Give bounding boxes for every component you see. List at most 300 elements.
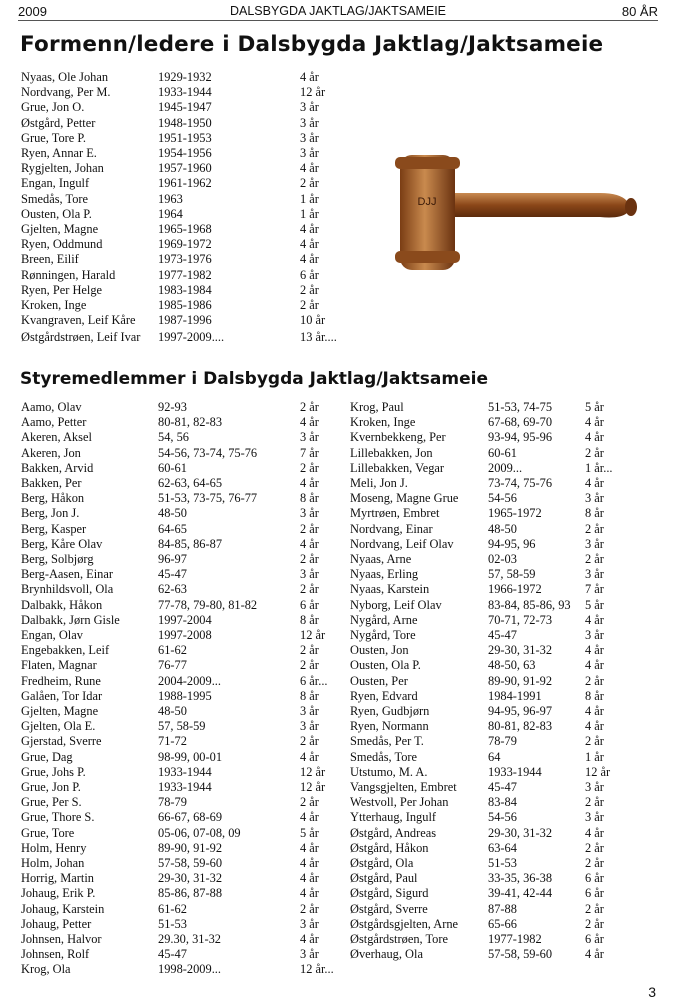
name-cell: Nordvang, Leif Olav [350,536,454,551]
duration-cell: 7 år [300,445,319,460]
duration-cell: 3 år [300,130,319,145]
name-cell: Østgård, Petter [21,115,96,130]
name-cell: Gjelten, Magne [21,222,99,236]
duration-cell: 3 år [300,430,319,445]
name-cell: Ryen, Oddmund [21,237,103,252]
duration-cell: 2 år [300,901,319,916]
years-cell: 1987-1996 [158,313,212,328]
duration-cell: 6 år [585,932,604,946]
duration-cell: 13 år.... [300,330,337,345]
years-cell: 1948-1950 [158,115,212,130]
table-row [0,810,680,825]
years-cell: 93-94, 95-96 [488,430,553,445]
table-row [0,902,680,917]
years-cell: 1983-1984 [158,282,212,297]
years-cell: 48-50 [158,506,187,521]
years-cell: 78-79 [488,734,517,749]
years-cell: 94-95, 96 [488,536,536,551]
name-cell: Grue, Tore P. [21,130,86,145]
years-cell: 39-41, 42-44 [488,886,553,901]
name-cell: Øverhaug, Ola [350,947,423,962]
table-row [0,613,680,628]
duration-cell: 4 år [585,415,604,430]
name-cell: Brynhildsvoll, Ola [21,582,114,597]
years-cell: 54-56 [488,810,517,825]
name-cell: Akeren, Aksel [21,430,92,445]
name-cell: Flaten, Magnar [21,658,97,673]
years-cell: 33-35, 36-38 [488,871,553,886]
years-cell: 1957-1960 [158,161,212,176]
table-row [0,932,680,947]
years-cell: 1984-1991 [488,688,542,703]
table-row [0,298,680,313]
board-title: Styremedlemmer i Dalsbygda Jaktlag/Jaktsameie [20,369,488,389]
name-cell: Ytterhaug, Ingulf [350,810,437,825]
name-cell: Grue, Jon P. [21,780,81,794]
name-cell: Horrig, Martin [21,871,94,886]
duration-cell: 4 år [300,252,319,267]
duration-cell: 2 år [300,400,319,414]
table-row [0,446,680,461]
name-cell: Berg, Jon J. [21,506,80,521]
name-cell: Gjelten, Magne [21,704,99,718]
years-cell: 89-90, 91-92 [158,840,223,855]
name-cell: Nordvang, Einar [350,521,433,536]
years-cell: 1998-2009... [158,962,221,977]
years-cell: 1933-1944 [158,780,212,794]
duration-cell: 2 år [585,901,604,916]
years-cell: 1963 [158,191,183,206]
leaders-title: Formenn/ledere i Dalsbygda Jaktlag/Jaktsameie [20,32,604,57]
years-cell: 02-03 [488,552,517,566]
duration-cell: 2 år [300,582,319,597]
name-cell: Nygård, Tore [350,628,416,642]
table-row [0,962,680,977]
years-cell: 1951-1953 [158,130,212,145]
name-cell: Engan, Olav [21,628,83,642]
header-title: DALSBYGDA JAKTLAG/JAKTSAMEIE [229,4,447,18]
name-cell: Kroken, Inge [350,415,416,430]
years-cell: 73-74, 75-76 [488,476,553,490]
table-row [0,871,680,886]
gavel-label: DJJ [417,196,437,208]
duration-cell: 2 år [585,673,604,688]
name-cell: Engan, Ingulf [21,176,90,191]
duration-cell: 4 år [300,810,319,825]
duration-cell: 3 år [300,947,319,962]
years-cell: 1966-1972 [488,582,542,597]
years-cell: 63-64 [488,840,517,855]
years-cell: 57-58, 59-60 [488,947,553,962]
years-cell: 92-93 [158,400,187,414]
years-cell: 57, 58-59 [158,719,206,734]
years-cell: 45-47 [158,567,187,582]
name-cell: Ousten, Per [350,673,408,688]
duration-cell: 5 år [300,825,319,840]
years-cell: 80-81, 82-83 [488,719,553,734]
name-cell: Østgård, Paul [350,871,418,886]
table-row [0,658,680,673]
years-cell: 1977-1982 [488,932,542,946]
duration-cell: 8 år [585,688,604,703]
duration-cell: 2 år [585,445,604,460]
years-cell: 83-84 [488,795,517,810]
name-cell: Dalbakk, Håkon [21,597,103,612]
name-cell: Østgård, Sigurd [350,886,429,901]
years-cell: 64-65 [158,521,187,536]
name-cell: Ryen, Annar E. [21,146,97,160]
duration-cell: 2 år [585,856,604,870]
years-cell: 89-90, 91-92 [488,673,553,688]
name-cell: Bakken, Per [21,476,82,490]
duration-cell: 6 år [300,267,319,282]
name-cell: Østgård, Ola [350,856,414,870]
years-cell: 51-53, 74-75 [488,400,553,414]
duration-cell: 2 år [300,795,319,810]
name-cell: Nyaas, Erling [350,567,419,582]
table-row [0,116,680,131]
duration-cell: 4 år [300,886,319,901]
table-row [0,400,680,415]
years-cell: 65-66 [488,916,517,931]
header-anniversary: 80 ÅR [621,4,658,19]
page-number: 3 [648,984,656,1000]
name-cell: Aamo, Petter [21,415,87,430]
duration-cell: 4 år [585,719,604,734]
years-cell: 66-67, 68-69 [158,810,223,825]
duration-cell: 12 år... [300,962,334,977]
duration-cell: 3 år [585,780,604,794]
years-cell: 29-30, 31-32 [488,643,553,658]
name-cell: Rønningen, Harald [21,267,116,282]
years-cell: 87-88 [488,901,517,916]
duration-cell: 4 år [300,871,319,886]
duration-cell: 4 år [585,825,604,840]
name-cell: Smedås, Per T. [350,734,424,749]
duration-cell: 3 år [300,506,319,521]
gavel-icon [395,135,640,270]
name-cell: Breen, Eilif [21,252,79,267]
duration-cell: 2 år [300,643,319,658]
name-cell: Utstumo, M. A. [350,764,428,779]
name-cell: Østgårdstrøen, Tore [350,932,449,946]
name-cell: Nyaas, Karstein [350,582,430,597]
duration-cell: 4 år [585,704,604,718]
name-cell: Ryen, Normann [350,719,429,734]
years-cell: 29-30, 31-32 [488,825,553,840]
name-cell: Akeren, Jon [21,445,81,460]
duration-cell: 1 år [300,206,319,221]
duration-cell: 3 år [585,536,604,551]
duration-cell: 8 år [300,491,319,506]
years-cell: 29.30, 31-32 [158,932,221,946]
duration-cell: 2 år [300,658,319,673]
duration-cell: 4 år [585,947,604,962]
duration-cell: 4 år [300,415,319,430]
name-cell: Grue, Thore S. [21,810,95,825]
duration-cell: 4 år [300,536,319,551]
table-row [0,704,680,719]
table-row [0,826,680,841]
table-row [0,506,680,521]
name-cell: Nyaas, Arne [350,552,412,566]
table-row [0,947,680,962]
duration-cell: 2 år [300,298,319,312]
duration-cell: 2 år [300,552,319,566]
name-cell: Lillebakken, Jon [350,445,433,460]
name-cell: Østgårdsgjelten, Arne [350,916,459,931]
years-cell: 96-97 [158,552,187,566]
duration-cell: 4 år [585,476,604,490]
years-cell: 62-63 [158,582,187,597]
duration-cell: 5 år [585,400,604,414]
duration-cell: 1 år [300,191,319,206]
name-cell: Ousten, Ola P. [350,658,421,673]
duration-cell: 4 år [300,161,319,176]
table-row [0,886,680,901]
table-row [0,750,680,765]
duration-cell: 8 år [300,612,319,627]
duration-cell: 2 år [300,282,319,297]
table-row [0,537,680,552]
name-cell: Holm, Johan [21,856,85,870]
years-cell: 1988-1995 [158,688,212,703]
name-cell: Grue, Johs P. [21,764,86,779]
years-cell: 1929-1932 [158,70,212,84]
duration-cell: 12 år [300,764,326,779]
years-cell: 54, 56 [158,430,189,445]
name-cell: Bakken, Arvid [21,460,94,475]
years-cell: 1997-2008 [158,628,212,642]
name-cell: Nygård, Arne [350,612,418,627]
table-row [0,415,680,430]
name-cell: Lillebakken, Vegar [350,460,445,475]
name-cell: Aamo, Olav [21,400,82,414]
duration-cell: 4 år [585,612,604,627]
name-cell: Smedås, Tore [21,191,89,206]
table-row [0,628,680,643]
years-cell: 54-56, 73-74, 75-76 [158,445,258,460]
name-cell: Krog, Paul [350,400,404,414]
duration-cell: 3 år [300,916,319,931]
duration-cell: 4 år [300,222,319,236]
duration-cell: 2 år [585,552,604,566]
years-cell: 45-47 [488,628,517,642]
years-cell: 1965-1972 [488,506,542,521]
table-row [0,283,680,298]
duration-cell: 2 år [585,734,604,749]
duration-cell: 2 år [585,795,604,810]
table-row [0,674,680,689]
duration-cell: 3 år [585,567,604,582]
duration-cell: 6 år [585,886,604,901]
duration-cell: 12 år [300,628,326,642]
name-cell: Vangsgjelten, Embret [350,780,457,794]
years-cell: 57-58, 59-60 [158,856,223,870]
duration-cell: 10 år [300,313,326,328]
years-cell: 57, 58-59 [488,567,536,582]
name-cell: Moseng, Magne Grue [350,491,459,506]
duration-cell: 4 år [300,237,319,252]
years-cell: 78-79 [158,795,187,810]
table-row [0,100,680,115]
table-row [0,841,680,856]
years-cell: 1964 [158,206,183,221]
duration-cell: 3 år [300,719,319,734]
years-cell: 70-71, 72-73 [488,612,553,627]
duration-cell: 4 år [585,643,604,658]
duration-cell: 2 år [300,176,319,191]
years-cell: 1977-1982 [158,267,212,282]
duration-cell: 7 år [585,582,604,597]
years-cell: 71-72 [158,734,187,749]
table-row [0,552,680,567]
duration-cell: 12 år [300,85,326,100]
name-cell: Johaug, Erik P. [21,886,96,901]
duration-cell: 4 år [585,430,604,445]
name-cell: Smedås, Tore [350,749,418,764]
name-cell: Myrtrøen, Embret [350,506,440,521]
header-year: 2009 [18,4,47,19]
years-cell: 54-56 [488,491,517,506]
table-row [0,765,680,780]
years-cell: 61-62 [158,643,187,658]
duration-cell: 3 år [300,704,319,718]
years-cell: 05-06, 07-08, 09 [158,825,241,840]
duration-cell: 3 år [585,810,604,825]
duration-cell: 3 år [300,100,319,115]
duration-cell: 2 år [585,521,604,536]
duration-cell: 1 år... [585,460,613,475]
name-cell: Kvangraven, Leif Kåre [21,313,136,328]
duration-cell: 6 år... [300,673,328,688]
name-cell: Ousten, Ola P. [21,206,92,221]
duration-cell: 4 år [300,70,319,84]
years-cell: 94-95, 96-97 [488,704,553,718]
name-cell: Gjerstad, Sverre [21,734,102,749]
table-row [0,643,680,658]
name-cell: Johnsen, Rolf [21,947,90,962]
years-cell: 84-85, 86-87 [158,536,223,551]
years-cell: 51-53, 73-75, 76-77 [158,491,258,506]
years-cell: 48-50 [158,704,187,718]
years-cell: 1933-1944 [158,85,212,100]
years-cell: 64 [488,749,501,764]
name-cell: Grue, Tore [21,825,75,840]
table-row [0,734,680,749]
table-row [0,330,680,345]
years-cell: 83-84, 85-86, 93 [488,597,571,612]
name-cell: Grue, Jon O. [21,100,85,115]
name-cell: Kvernbekkeng, Per [350,430,446,445]
years-cell: 62-63, 64-65 [158,476,223,490]
years-cell: 1997-2009.... [158,330,225,345]
years-cell: 48-50, 63 [488,658,536,673]
name-cell: Kroken, Inge [21,298,87,312]
duration-cell: 2 år [585,840,604,855]
name-cell: Ousten, Jon [350,643,409,658]
duration-cell: 5 år [585,597,604,612]
duration-cell: 3 år [300,115,319,130]
table-row [0,85,680,100]
table-row [0,70,680,85]
table-row [0,313,680,328]
duration-cell: 6 år [300,597,319,612]
table-row [0,567,680,582]
years-cell: 1985-1986 [158,298,212,312]
duration-cell: 2 år [300,460,319,475]
table-row [0,461,680,476]
years-cell: 76-77 [158,658,187,673]
name-cell: Berg, Solbjørg [21,552,94,566]
name-cell: Berg, Håkon [21,491,85,506]
duration-cell: 4 år [300,932,319,946]
table-row [0,689,680,704]
name-cell: Dalbakk, Jørn Gisle [21,612,120,627]
table-row [0,491,680,506]
years-cell: 1961-1962 [158,176,212,191]
table-row [0,780,680,795]
duration-cell: 3 år [300,567,319,582]
name-cell: Østgårdstrøen, Leif Ivar [21,330,141,345]
duration-cell: 4 år [300,476,319,490]
years-cell: 48-50 [488,521,517,536]
name-cell: Berg, Kasper [21,521,87,536]
name-cell: Johaug, Karstein [21,901,105,916]
years-cell: 60-61 [488,445,517,460]
years-cell: 1933-1944 [488,764,542,779]
name-cell: Rygjelten, Johan [21,161,104,176]
name-cell: Westvoll, Per Johan [350,795,449,810]
years-cell: 1933-1944 [158,764,212,779]
years-cell: 1965-1968 [158,222,212,236]
duration-cell: 2 år [300,521,319,536]
duration-cell: 6 år [585,871,604,886]
name-cell: Galåen, Tor Idar [21,688,103,703]
years-cell: 85-86, 87-88 [158,886,223,901]
table-row [0,917,680,932]
duration-cell: 8 år [300,688,319,703]
duration-cell: 4 år [585,658,604,673]
years-cell: 1997-2004 [158,612,212,627]
name-cell: Ryen, Per Helge [21,282,103,297]
years-cell: 98-99, 00-01 [158,749,223,764]
name-cell: Nordvang, Per M. [21,85,111,100]
years-cell: 60-61 [158,460,187,475]
duration-cell: 1 år [585,749,604,764]
years-cell: 29-30, 31-32 [158,871,223,886]
duration-cell: 12 år [300,780,326,794]
table-row [0,795,680,810]
table-row [0,430,680,445]
table-row [0,582,680,597]
years-cell: 45-47 [488,780,517,794]
duration-cell: 4 år [300,749,319,764]
years-cell: 67-68, 69-70 [488,415,553,430]
duration-cell: 3 år [585,628,604,642]
table-row [0,856,680,871]
table-row [0,522,680,537]
years-cell: 2009... [488,460,523,475]
name-cell: Ryen, Gudbjørn [350,704,430,718]
duration-cell: 12 år [585,764,611,779]
name-cell: Ryen, Edvard [350,688,418,703]
name-cell: Nyaas, Ole Johan [21,70,109,84]
name-cell: Nyborg, Leif Olav [350,597,442,612]
years-cell: 61-62 [158,901,187,916]
years-cell: 45-47 [158,947,187,962]
name-cell: Østgård, Andreas [350,825,437,840]
